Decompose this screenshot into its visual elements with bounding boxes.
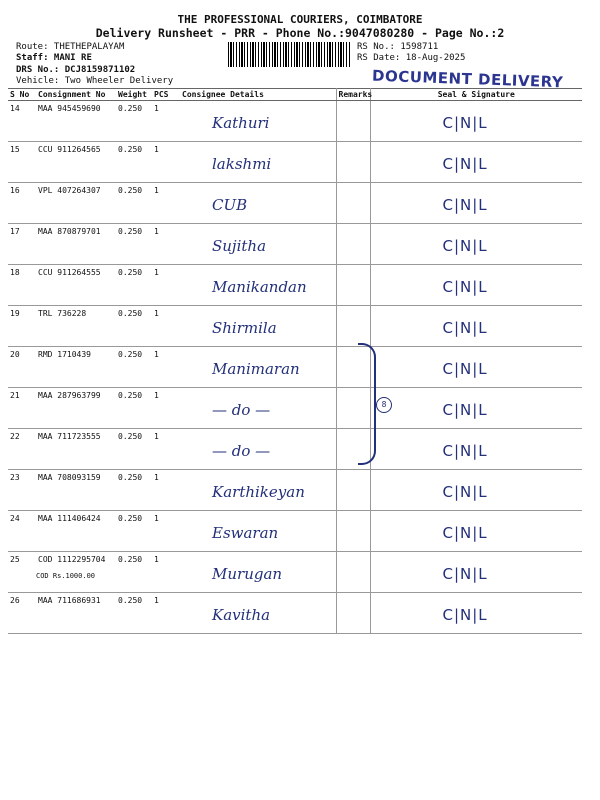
handwritten-signature: C|N|L — [442, 483, 488, 501]
row-sno: 24 — [8, 511, 36, 552]
handwritten-consignee: Kathuri — [212, 114, 270, 132]
table-row — [8, 470, 582, 511]
col-weight: Weight — [116, 89, 152, 101]
table-row — [8, 552, 582, 593]
row-weight: 0.250 — [116, 306, 152, 347]
row-pcs: 1 — [152, 388, 180, 429]
handwritten-signature: C|N|L — [442, 606, 488, 624]
row-consignment-no — [36, 101, 116, 142]
row-signature — [370, 265, 582, 306]
row-consignee — [180, 142, 336, 183]
row-remarks — [336, 142, 370, 183]
row-weight: 0.250 — [116, 429, 152, 470]
row-pcs: 1 — [152, 101, 180, 142]
row-consignee — [180, 306, 336, 347]
row-consignment-no — [36, 224, 116, 265]
row-consignee — [180, 101, 336, 142]
consignment-number: MAA 111406424 — [38, 514, 101, 523]
row-weight: 0.250 — [116, 511, 152, 552]
consignment-number: CCU 911264555 — [38, 268, 101, 277]
consignment-number: CCU 911264565 — [38, 145, 101, 154]
row-signature — [370, 224, 582, 265]
row-pcs: 1 — [152, 470, 180, 511]
row-remarks — [336, 101, 370, 142]
row-sno: 26 — [8, 593, 36, 634]
table-row — [8, 429, 582, 470]
handwritten-consignee: — do — — [212, 442, 271, 460]
table-row — [8, 142, 582, 183]
consignment-number: MAA 287963799 — [38, 391, 101, 400]
col-consignee: Consignee Details — [180, 89, 336, 101]
row-pcs: 1 — [152, 265, 180, 306]
row-weight: 0.250 — [116, 593, 152, 634]
row-signature — [370, 388, 582, 429]
handwritten-consignee: Manimaran — [212, 360, 300, 378]
table-row — [8, 224, 582, 265]
circled-note: 8 — [376, 397, 392, 413]
row-signature — [370, 101, 582, 142]
row-weight: 0.250 — [116, 470, 152, 511]
row-sno: 18 — [8, 265, 36, 306]
handwritten-consignee: Karthikeyan — [212, 483, 305, 501]
row-signature — [370, 511, 582, 552]
consignment-number: RMD 1710439 — [38, 350, 91, 359]
row-pcs: 1 — [152, 429, 180, 470]
row-signature — [370, 142, 582, 183]
row-signature — [370, 593, 582, 634]
handwritten-signature: C|N|L — [442, 155, 488, 173]
row-weight: 0.250 — [116, 142, 152, 183]
handwritten-signature: C|N|L — [442, 319, 488, 337]
company-title: THE PROFESSIONAL COURIERS, COIMBATORE — [177, 13, 423, 26]
row-sno: 17 — [8, 224, 36, 265]
consignment-number: COD 1112295704 — [38, 555, 106, 564]
cod-amount: COD Rs.1000.00 — [36, 572, 96, 580]
runsheet-table — [8, 88, 582, 634]
row-signature — [370, 470, 582, 511]
row-pcs: 1 — [152, 224, 180, 265]
table-row — [8, 388, 582, 429]
row-weight: 0.250 — [116, 265, 152, 306]
table-header-row — [8, 89, 582, 101]
row-consignee — [180, 265, 336, 306]
table-row — [8, 593, 582, 634]
row-consignment-no — [36, 470, 116, 511]
document-delivery-stamp: DOCUMENT DELIVERY — [371, 66, 564, 92]
bracket-mark — [358, 343, 376, 465]
row-pcs: 1 — [152, 347, 180, 388]
handwritten-consignee: Murugan — [212, 565, 283, 583]
col-sno: S No — [8, 89, 36, 101]
row-remarks — [336, 224, 370, 265]
col-pcs: PCS — [152, 89, 180, 101]
consignment-number: MAA 711686931 — [38, 596, 101, 605]
handwritten-signature: C|N|L — [442, 565, 488, 583]
handwritten-signature: C|N|L — [442, 401, 488, 419]
row-signature — [370, 306, 582, 347]
vehicle-label: Vehicle: Two Wheeler Delivery — [16, 76, 174, 86]
row-remarks — [336, 552, 370, 593]
row-remarks — [336, 306, 370, 347]
row-consignment-no — [36, 183, 116, 224]
row-consignee — [180, 552, 336, 593]
handwritten-consignee: Manikandan — [212, 278, 307, 296]
table-row — [8, 306, 582, 347]
row-weight: 0.250 — [116, 183, 152, 224]
row-consignment-no — [36, 142, 116, 183]
row-consignee — [180, 429, 336, 470]
row-remarks — [336, 593, 370, 634]
rs-date: RS Date: 18-Aug-2025 — [357, 53, 466, 63]
handwritten-signature: C|N|L — [442, 114, 488, 132]
col-seal-signature: Seal & Signature — [370, 89, 582, 101]
col-consignment: Consignment No — [36, 89, 116, 101]
row-remarks — [336, 265, 370, 306]
row-consignment-no — [36, 306, 116, 347]
row-sno: 22 — [8, 429, 36, 470]
handwritten-consignee: Sujitha — [212, 237, 267, 255]
row-pcs: 1 — [152, 306, 180, 347]
row-pcs: 1 — [152, 511, 180, 552]
runsheet-subtitle: Delivery Runsheet - PRR - Phone No.:9047080280 - Page No.:2 — [95, 26, 505, 40]
table-row — [8, 101, 582, 142]
table-row — [8, 265, 582, 306]
row-pcs: 1 — [152, 593, 180, 634]
table-row — [8, 183, 582, 224]
handwritten-signature: C|N|L — [442, 360, 488, 378]
row-pcs: 1 — [152, 142, 180, 183]
row-consignment-no — [36, 388, 116, 429]
handwritten-consignee: Kavitha — [212, 606, 271, 624]
drs-label: DRS No.: DCJ8159871102 — [16, 65, 136, 75]
row-signature — [370, 183, 582, 224]
row-sno: 15 — [8, 142, 36, 183]
consignment-number: MAA 870879701 — [38, 227, 101, 236]
row-weight: 0.250 — [116, 224, 152, 265]
col-remarks: Remarks — [336, 89, 370, 101]
consignment-number: TRL 736228 — [38, 309, 87, 318]
row-consignee — [180, 470, 336, 511]
handwritten-consignee: Shirmila — [212, 319, 277, 337]
staff-label: Staff: MANI RE — [16, 53, 92, 63]
rs-number: RS No.: 1598711 — [357, 42, 439, 52]
row-pcs: 1 — [152, 552, 180, 593]
handwritten-signature: C|N|L — [442, 237, 488, 255]
row-weight: 0.250 — [116, 552, 152, 593]
consignment-number: VPL 407264307 — [38, 186, 101, 195]
row-consignee — [180, 224, 336, 265]
row-weight: 0.250 — [116, 347, 152, 388]
consignment-number: MAA 711723555 — [38, 432, 101, 441]
row-consignee — [180, 388, 336, 429]
route-label: Route: THETHEPALAYAM — [16, 42, 125, 52]
row-remarks — [336, 183, 370, 224]
row-pcs: 1 — [152, 183, 180, 224]
row-weight: 0.250 — [116, 388, 152, 429]
row-consignment-no — [36, 265, 116, 306]
row-remarks — [336, 511, 370, 552]
handwritten-consignee: CUB — [212, 196, 248, 214]
row-remarks — [336, 470, 370, 511]
handwritten-consignee: lakshmi — [212, 155, 272, 173]
consignment-number: MAA 945459690 — [38, 104, 101, 113]
handwritten-consignee: Eswaran — [212, 524, 279, 542]
row-consignee — [180, 511, 336, 552]
row-signature — [370, 429, 582, 470]
row-consignment-no — [36, 511, 116, 552]
row-consignment-no — [36, 552, 116, 593]
handwritten-signature: C|N|L — [442, 524, 488, 542]
row-sno: 14 — [8, 101, 36, 142]
row-signature — [370, 552, 582, 593]
row-consignment-no — [36, 347, 116, 388]
barcode-image — [228, 42, 350, 67]
table-row — [8, 347, 582, 388]
table-row — [8, 511, 582, 552]
row-sno: 23 — [8, 470, 36, 511]
row-sno: 20 — [8, 347, 36, 388]
row-sno: 21 — [8, 388, 36, 429]
row-sno: 25 — [8, 552, 36, 593]
handwritten-signature: C|N|L — [442, 442, 488, 460]
row-weight: 0.250 — [116, 101, 152, 142]
handwritten-signature: C|N|L — [442, 196, 488, 214]
consignment-number: MAA 708093159 — [38, 473, 101, 482]
handwritten-signature: C|N|L — [442, 278, 488, 296]
row-consignee — [180, 347, 336, 388]
row-signature — [370, 347, 582, 388]
row-consignee — [180, 183, 336, 224]
handwritten-consignee: — do — — [212, 401, 271, 419]
row-consignment-no — [36, 429, 116, 470]
row-consignment-no — [36, 593, 116, 634]
row-sno: 16 — [8, 183, 36, 224]
row-consignee — [180, 593, 336, 634]
row-sno: 19 — [8, 306, 36, 347]
